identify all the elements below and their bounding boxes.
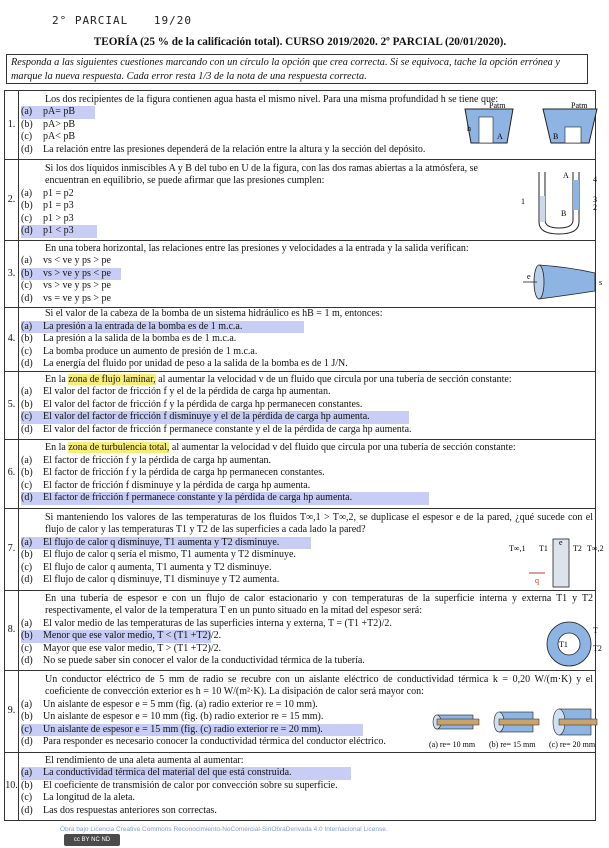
t1-label: T1	[539, 543, 548, 553]
question-number: 1.	[5, 91, 19, 160]
point-2-label: 2	[593, 203, 597, 212]
option-d[interactable]: (d) p1 < p3	[21, 225, 97, 238]
question-row-2	[5, 160, 596, 241]
inlet-label: e	[527, 272, 531, 281]
question-stem: En una tubería de espesor e con un flujo de calor estacionario y con temperaturas de la superficie interna y externa T1 y T2 respectivamente, el valor de la temperatura T en un punto situado en la mitad del espesor será:	[45, 592, 593, 616]
inner-temp-label: T1	[559, 639, 568, 649]
question-row-1	[5, 91, 596, 160]
option-d[interactable]: (d) vs = ve y ps > pe	[21, 292, 111, 304]
question-number: 7.	[5, 508, 19, 590]
question-number: 10.	[5, 752, 19, 820]
nozzle-figure	[519, 257, 607, 303]
question-stem: En la zona de flujo laminar, al aumentar la velocidad v de un fluido que circula por una tubería de sección constante:	[45, 373, 512, 385]
highlighted-term: zona de turbulencia total,	[68, 442, 170, 454]
question-row-5	[5, 371, 596, 439]
question-number: 9.	[5, 670, 19, 752]
option-b[interactable]: (b) El valor del factor de fricción f y la pérdida de carga hp permanecen constantes.	[21, 398, 363, 410]
question-row-10	[5, 752, 596, 820]
cc-license-badge[interactable]: cc BY NC ND	[64, 834, 120, 846]
license-footer[interactable]: Obra bajo Licencia Creative Commons Reconocimiento-NoComercial-SinObraDerivada 4.0 Internacional License.	[60, 826, 388, 833]
question-number: 4.	[5, 308, 19, 372]
question-stem: Si el valor de la cabeza de la bomba de un sistema hidráulico es hB = 1 m, entonces:	[45, 308, 383, 319]
b-label: B	[553, 132, 559, 141]
option-b[interactable]: (b) Menor que ese valor medio, T < (T1 +T2)/2.	[21, 630, 222, 641]
option-a[interactable]: (a) La conductividad térmica del material del que está construida.	[21, 767, 351, 780]
point-1-label: 1	[521, 197, 525, 206]
option-b[interactable]: (b) Un aislante de espesor e = 10 mm (fig. (b) radio exterior re = 15 mm).	[21, 711, 324, 722]
tinf1-label: T∞,1	[509, 543, 526, 553]
point-4-label: 4	[593, 175, 597, 184]
option-a[interactable]: (a) El factor de fricción f y la pérdida de carga hp aumentan.	[21, 454, 272, 466]
t2-label: T2	[573, 543, 582, 553]
option-b[interactable]: (b) El flujo de calor q sería el mismo, T1 aumenta y T2 disminuye.	[21, 549, 296, 560]
question-stem: En una tobera horizontal, las relaciones entre las presiones y velocidades a la entrada y la salida verifican:	[45, 242, 469, 254]
tinf2-label: T∞,2	[587, 543, 604, 553]
patm-a-label: Patm	[489, 101, 506, 110]
option-d[interactable]: (d) Las dos respuestas anteriores son correctas.	[21, 804, 217, 816]
question-number: 3.	[5, 241, 19, 308]
wire-c	[553, 709, 597, 735]
highlighted-term: zona de flujo laminar,	[68, 373, 156, 385]
question-row-8	[5, 590, 596, 670]
instructions-box: Responda a las siguientes cuestiones marcando con un círculo la opción que crea correcta. Si se equivoca, tache la opción errónea y marque la nueva respuesta. Cada error resta 1/3 de la nota de una respuesta correcta.	[6, 54, 588, 84]
option-b[interactable]: (b) El factor de fricción f y la pérdida de carga hp permanecen constantes.	[21, 467, 325, 479]
wall-figure	[509, 537, 607, 589]
question-stem: Los dos recipientes de la figura contienen agua hasta el mismo nivel. Para una misma profundidad h se tiene que:	[45, 93, 499, 105]
question-stem: Un conductor eléctrico de 5 mm de radio se recubre con un aislante eléctrico de conductividad térmica k = 0,20 W/(m·K) y el coeficiente de convección exterior es h = 10 W/(m²·K). La disipación de calor será mayor con:	[45, 673, 593, 697]
option-b[interactable]: (b) pA> pB	[21, 118, 76, 130]
option-a[interactable]: (a) El valor medio de las temperaturas de las superficies interna y externa, T = (T1 +T2)/2.	[21, 617, 392, 629]
option-a[interactable]: (a) pA= pB	[21, 106, 95, 119]
question-row-3	[5, 241, 596, 308]
question-row-6	[5, 439, 596, 508]
questions-table	[4, 90, 604, 821]
option-b[interactable]: (b) vs > ve y ps < pe	[21, 268, 121, 281]
page-title: TEORÍA (25 % de la calificación total). CURSO 2019/2020. 2º PARCIAL (20/01/2020).	[93, 36, 507, 48]
option-a[interactable]: (a) p1 = p2	[21, 187, 74, 199]
question-stem: Si los dos líquidos inmiscibles A y B del tubo en U de la figura, con las dos ramas abiertas a la atmósfera, se encuentran en equilibrio, se puede afirmar que las presiones cumplen:	[45, 162, 478, 186]
h-label: h	[467, 124, 471, 133]
question-number: 6.	[5, 439, 19, 508]
question-row-9	[5, 670, 596, 752]
wire-c-caption: (c) re= 20 mm	[549, 739, 596, 749]
wire-b	[494, 712, 539, 732]
option-c[interactable]: (c) El flujo de calor q aumenta, T1 aumenta y T2 disminuye.	[21, 561, 272, 573]
option-d[interactable]: (d) La energía del fluido por unidad de peso a la salida de la bomba es de 1 J/N.	[21, 358, 348, 369]
option-c[interactable]: (c) p1 > p3	[21, 212, 74, 224]
question-stem: El rendimiento de una aleta aumenta al aumentar:	[45, 754, 244, 766]
outlet-label: s	[599, 278, 603, 287]
option-c[interactable]: (c) La bomba produce un aumento de presión de 1 m.c.a.	[21, 345, 258, 357]
handwritten-header	[52, 14, 192, 27]
wire-b-caption: (b) re= 15 mm	[489, 739, 536, 749]
heat-flux-label: q	[535, 575, 539, 585]
option-c[interactable]: (c) Mayor que ese valor medio, T > (T1 +T2)/2.	[21, 642, 222, 654]
option-a[interactable]: (a) La presión a la entrada de la bomba es de 1 m.c.a.	[21, 321, 304, 334]
option-a[interactable]: (a) El valor del factor de fricción f y el de la pérdida de carga hp aumentan.	[21, 386, 331, 398]
option-d[interactable]: (d) La relación entre las presiones dependerá de la relación entre la altura y la sección del depósito.	[21, 143, 426, 155]
option-b[interactable]: (b) El coeficiente de transmisión de calor por convección sobre su superficie.	[21, 779, 338, 791]
question-number: 5.	[5, 371, 19, 439]
patm-b-label: Patm	[571, 101, 588, 110]
option-b[interactable]: (b) p1 = p3	[21, 200, 74, 211]
option-d[interactable]: (d) No se puede saber sin conocer el valor de la conductividad térmica de la tubería.	[21, 655, 365, 666]
option-d[interactable]: (d) El flujo de calor q disminuye, T1 disminuye y T2 aumenta.	[21, 574, 280, 585]
question-stem: En la zona de turbulencia total, al aumentar la velocidad v del fluido que circula por una tubería de sección constante:	[45, 442, 516, 454]
option-c[interactable]: (c) El factor de fricción f disminuye y la pérdida de carga hp aumenta.	[21, 479, 311, 491]
option-a[interactable]: (a) Un aislante de espesor e = 5 mm (fig. (a) radio exterior re = 10 mm).	[21, 698, 318, 710]
u-tube-figure	[519, 166, 609, 238]
option-c[interactable]: (c) Un aislante de espesor e = 15 mm (fig. (c) radio exterior re = 20 mm).	[21, 724, 363, 737]
a-label: A	[497, 132, 503, 141]
question-row-7	[5, 508, 596, 590]
option-d[interactable]: (d) El factor de fricción f permanece constante y la pérdida de carga hp aumenta.	[21, 492, 429, 505]
wire-a-caption: (a) re= 10 mm	[429, 739, 476, 749]
question-row-4	[5, 308, 596, 372]
handwritten-score: 19/20	[153, 14, 192, 27]
containers-figure	[459, 103, 604, 147]
liquid-b-label: B	[561, 209, 567, 218]
option-d[interactable]: (d) El valor del factor de fricción f permanece constante y el de la pérdida de carga hp aumenta.	[21, 423, 412, 435]
option-c[interactable]: (c) vs > ve y ps > pe	[21, 280, 111, 292]
option-c[interactable]: (c) pA< pB	[21, 131, 76, 143]
handwritten-label: 2° PARCIAL	[52, 14, 129, 27]
mid-temp-label: T	[593, 625, 598, 635]
pipe-section-figure	[539, 619, 607, 669]
option-d[interactable]: (d) Para responder es necesario conocer la conductividad térmica del conductor eléctrico.	[21, 736, 386, 747]
option-b[interactable]: (b) La presión a la salida de la bomba es de 1 m.c.a.	[21, 333, 237, 344]
wire-a	[433, 715, 479, 729]
question-number: 8.	[5, 590, 19, 670]
liquid-a-label: A	[563, 171, 569, 180]
question-stem: Si manteniendo los valores de las temperaturas de los fluidos T∞,1 > T∞,2, se duplicase el espesor e de la pared, ¿qué sucede con el flujo de calor y las temperaturas T1 y T2 de las superficies a cada lado la pared?	[45, 511, 593, 535]
insulated-wires-figure	[419, 707, 607, 751]
outer-temp-label: T2	[593, 643, 602, 653]
option-c[interactable]: (c) El valor del factor de fricción f disminuye y el de la pérdida de carga hp aumenta.	[21, 411, 409, 424]
question-number: 2.	[5, 160, 19, 241]
option-a[interactable]: (a) El flujo de calor q disminuye, T1 aumenta y T2 disminuye.	[21, 537, 311, 550]
thickness-label: e	[559, 537, 563, 547]
option-c[interactable]: (c) La longitud de la aleta.	[21, 792, 135, 804]
option-a[interactable]: (a) vs < ve y ps > pe	[21, 255, 111, 267]
point-3-label: 3	[593, 195, 597, 204]
